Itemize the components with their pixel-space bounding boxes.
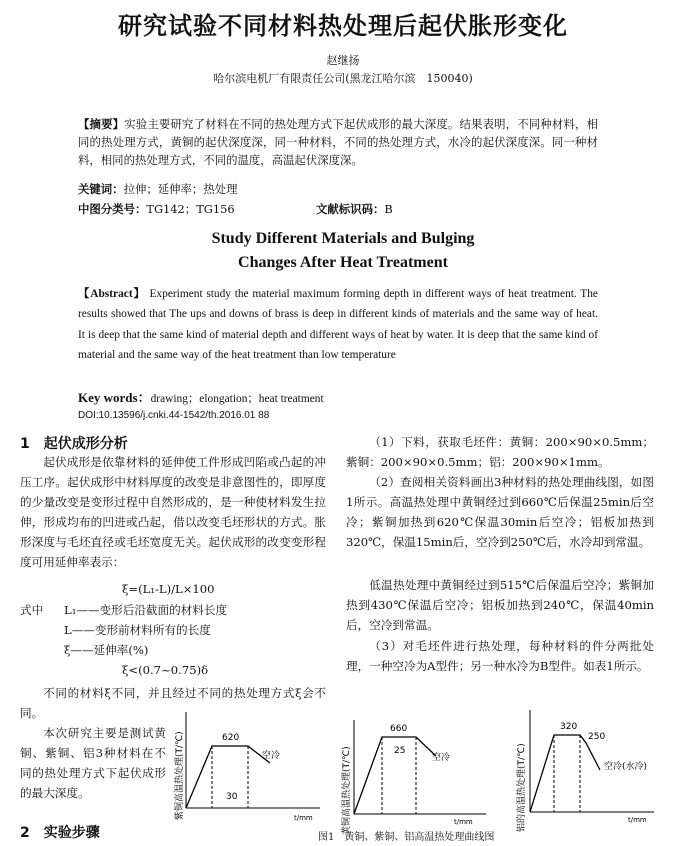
chart-brass-ylabel: 黄铜高温热处理(T/℃) — [342, 746, 352, 835]
chart-brass-xlabel: t/mm — [454, 818, 473, 826]
clc-label: 中图分类号： — [78, 202, 147, 216]
affiliation: 哈尔滨电机厂有限责任公司(黑龙江哈尔滨 150040) — [213, 72, 473, 85]
section-1-heading — [20, 433, 128, 453]
doc-code — [316, 201, 393, 217]
abstract-cn-text: 实验主要研究了材料在不同的热处理方式下起伏成形的最大深度。结果表明，不同种材料，相同的热处理方式，黄铜的起伏深度深，同一种材料，不同的热处理方式，水冷的起伏深度深。同一种材料，相同的热处理方式，不同的温度，高温起伏深度深。 — [78, 117, 598, 167]
steps-paragraph-3: 低温热处理中黄铜经过到515℃后保温后空冷；紫铜加热到430℃保温后空冷；铝板加热到240℃，保温40min后，空冷到常温。 — [346, 578, 654, 632]
chart-brass-hold: 25 — [394, 746, 406, 756]
abstract-en — [78, 284, 598, 366]
chart-aluminum — [515, 710, 654, 832]
keywords-en-label: Key words： — [78, 390, 151, 405]
section-1-paragraph-3: 本次研究主要是测试黄铜、紫铜、铝3种材料在不同的热处理方式下起伏成形的最大深度。 — [20, 726, 166, 800]
chart-aluminum-ylabel: 铝的高温热处理(T/℃) — [517, 743, 527, 832]
doi: DOI:10.13596/j.cnki.44-1542/th.2016.01 88 — [78, 410, 270, 421]
doc-code-text: B — [384, 202, 393, 216]
english-title-line-1: Study Different Materials and Bulging — [211, 230, 475, 247]
clc-number — [78, 201, 235, 217]
steps-paragraph-1: （1）下料，获取毛坯件：黄铜：200×90×0.5mm；紫铜：200×90×0.5mm；铝：200×90×1mm。 — [346, 435, 654, 469]
steps-paragraph-4: （3）对毛坯件进行热处理，每种材料的件分两批处理，一种空冷为A型件；另一种水冷为B型件。如表1所示。 — [346, 639, 654, 673]
steps-paragraph-2: （2）查阅相关资料画出3种材料的热处理曲线图，如图1所示。高温热处理中黄铜经过到660℃后保温25min后空冷；紫铜加热到620℃保温30min后空冷；铝板加热到320℃，保温15min后，空冷到250℃后，水冷却到常温。 — [346, 475, 654, 549]
keywords-en-text: drawing；elongation；heat treatment — [150, 393, 324, 405]
keywords-en — [78, 387, 324, 406]
abstract-en-label: 【Abstract】 — [78, 288, 146, 300]
section-2-heading — [20, 822, 100, 842]
abstract-en-text: Experiment study the material maximum forming depth in different ways of heat treatment. The results showed that The ups and downs of brass is deep in different kinds of materials and the same way of heat. It is deep that the same kind of material depth and different ways of heat by water. It is deep that the same kind of material and the same way of the heat treatment than low temperature — [78, 288, 598, 362]
chart-aluminum-cool: 空冷(水冷) — [604, 762, 648, 772]
chart-aluminum-curve — [530, 735, 600, 812]
abstract-cn — [78, 116, 598, 169]
elongation-condition: ξ<(0.7~0.75)δ — [122, 663, 209, 677]
where-label: 式中 — [20, 603, 44, 617]
section-1-paragraph-2: 不同的材料ξ不同，并且经过不同的热处理方式ξ会不同。 — [20, 686, 326, 720]
chart-copper-cool: 空冷 — [262, 751, 281, 761]
figure-1-caption: 图1 黄铜、紫铜、铝高温热处理曲线图 — [318, 832, 495, 843]
section-1-title: 起伏成形分析 — [43, 436, 128, 452]
var-definition-1: L₁——变形后沿截面的材料长度 — [64, 603, 228, 617]
figure-1 — [170, 690, 660, 846]
section-2-title: 实验步骤 — [43, 825, 100, 841]
chart-copper-hold: 30 — [226, 792, 238, 802]
chart-aluminum-temp2: 250 — [588, 732, 606, 742]
chart-copper-temp: 620 — [222, 733, 240, 743]
chart-brass-temp: 660 — [390, 724, 408, 734]
chart-copper-ylabel: 紫铜高温热处理(T/℃) — [175, 731, 185, 820]
section-2-number: 2 — [20, 825, 30, 841]
paper-title: 研究试验不同材料热处理后起伏胀形变化 — [118, 12, 568, 40]
chart-copper — [173, 712, 320, 822]
var-definition-2: L——变形前材料所有的长度 — [64, 623, 211, 637]
chart-aluminum-temp: 320 — [560, 722, 578, 732]
chart-brass — [340, 720, 486, 835]
section-1-number: 1 — [20, 436, 30, 452]
clc-text: TG142；TG156 — [146, 202, 235, 216]
chart-brass-cool: 空冷 — [432, 753, 451, 763]
keywords-cn-text: 拉伸；延伸率；热处理 — [123, 182, 238, 196]
elongation-formula: ξ=(L₁-L)/L×100 — [122, 582, 215, 596]
doc-code-label: 文献标识码： — [316, 202, 385, 216]
section-1-paragraph-1: 起伏成形是依靠材料的延伸使工件形成凹陷或凸起的冲压工序。起伏成形中材料厚度的改变是非意图性的，即厚度的少量改变是变形过程中自然形成的，是一种使材料发生拉伸，形成均布的凹进或凸起，借以改变毛坯形状的方式。胀形深度与毛坯直径或毛坯宽度无关。起伏成形的改变变形程度可用延伸率表示： — [20, 455, 326, 569]
keywords-cn-label: 关键词： — [78, 182, 124, 196]
english-title-line-2: Changes After Heat Treatment — [238, 254, 448, 271]
var-definition-3: ξ——延伸率(%) — [64, 643, 149, 657]
chart-aluminum-xlabel: t/mm — [628, 816, 647, 824]
abstract-cn-label: 【摘要】 — [78, 117, 125, 131]
keywords-cn — [78, 181, 238, 197]
author: 赵继扬 — [326, 54, 360, 67]
chart-copper-xlabel: t/mm — [294, 814, 313, 822]
